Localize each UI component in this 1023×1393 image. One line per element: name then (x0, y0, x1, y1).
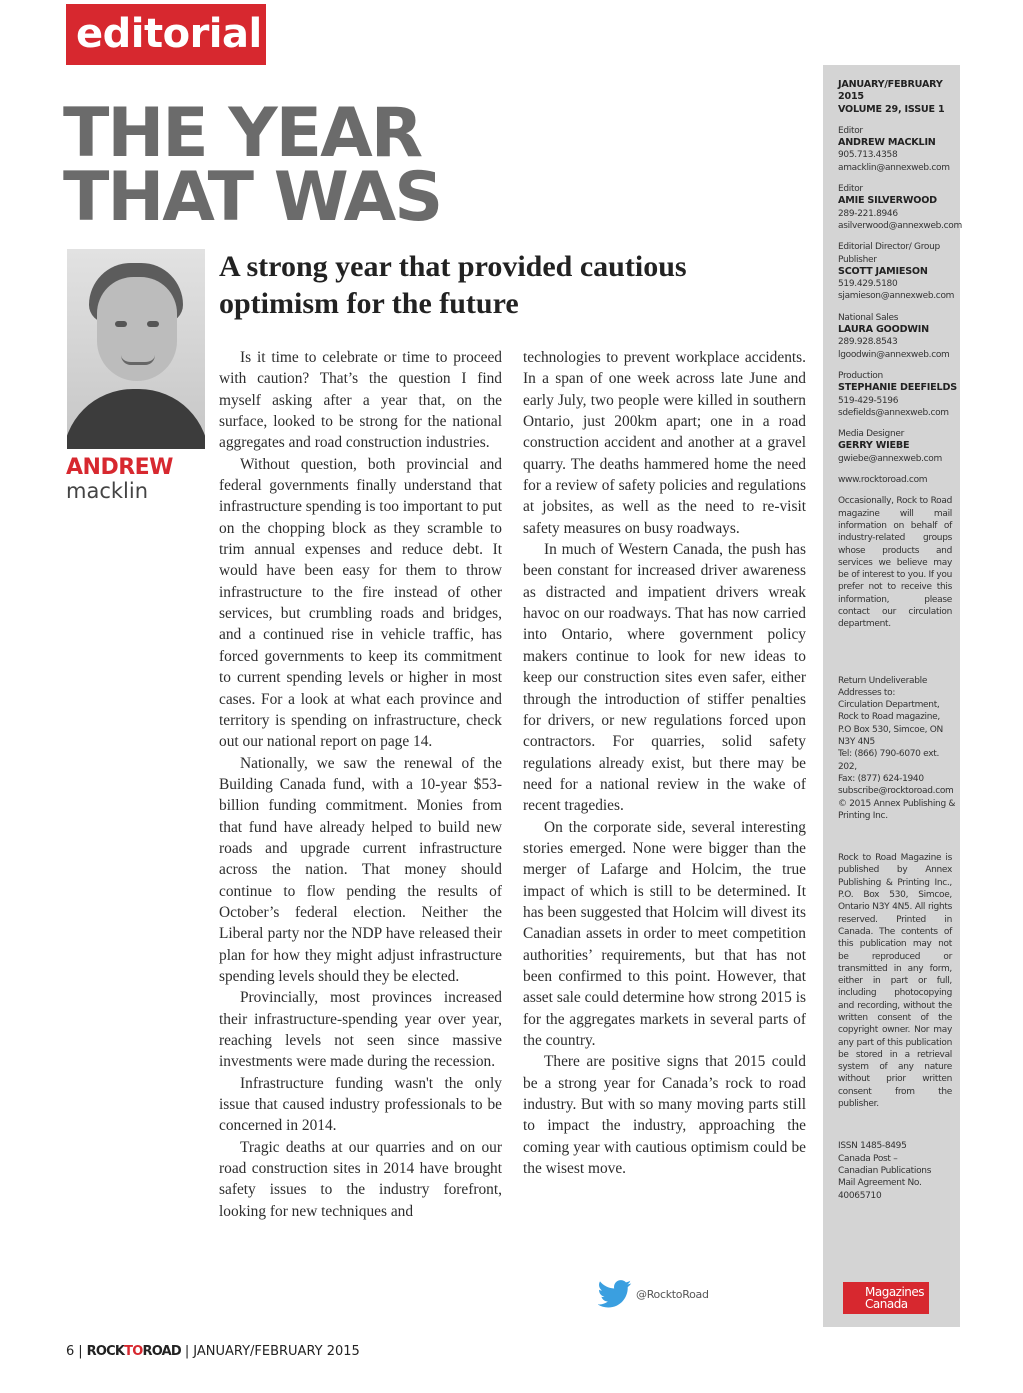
article-column-1 (219, 347, 502, 1222)
info-line: Fax: (877) 624-1940 (838, 773, 924, 784)
headline (63, 94, 783, 237)
staff-name: STEPHANIE DEEFIELDS (838, 382, 957, 394)
staff-list (838, 125, 960, 465)
article-paragraph: Without question, both provincial and federal governments finally understand that infrastructure spending is too important to put on the chopping block as they scramble to trim annual expenses and reduce debt. It would have been easy for them to throw infrastructure to the fire instead of other services, but crumbling roads and bridges, and a continued rise in vehicle traffic, has forced governments to keep its commitment to current spending levels or higher in most cases. For a look at what each province and territory is spending on infrastructure, check out our national report on page 14. (219, 455, 502, 751)
page-number: 6 (66, 1344, 75, 1359)
staff-role: Production (838, 370, 883, 381)
article-paragraph: Nationally, we saw the renewal of the Building Canada fund, with a 10-year $53-billion funding commitment. Monies from that fund have already helped to build new roads and upgrade current infrastructure across the nation. That money should continue to flow pending the results of October’s federal election. Neither the Liberal party nor the NDP have released their plan for how they might adjust infrastructure spending levels should they be elected. (219, 754, 502, 985)
article-paragraph: Infrastructure funding wasn't the only issue that caused industry professionals to be concerned in 2014. (219, 1074, 502, 1135)
staff-role: Editor (838, 184, 863, 195)
publication-logo-part-2: TO (124, 1344, 143, 1359)
staff-role: Editorial Director/ Group Publisher (838, 242, 940, 265)
staff-phone: 289-221.8946 (838, 208, 898, 219)
staff-name: AMIE SILVERWOOD (838, 195, 937, 207)
headline-line-1: THE YEAR (63, 94, 422, 173)
magazines-canada-logo: Magazines Canada (843, 1282, 929, 1314)
postal-info (838, 1140, 960, 1201)
footer-date: JANUARY/FEBRUARY 2015 (193, 1344, 360, 1359)
article-column-2 (523, 347, 806, 1179)
staff-role: Editor (838, 125, 863, 136)
return-address (838, 675, 960, 823)
info-line: Tel: (866) 790-6070 ext. 202, (838, 749, 940, 772)
staff-entry (838, 241, 960, 302)
info-line: Printing Inc. (838, 810, 888, 821)
staff-email[interactable]: sjamieson@annexweb.com (838, 291, 955, 302)
info-line: Canada Post – (838, 1153, 898, 1164)
twitter-handle[interactable] (598, 1278, 709, 1310)
info-line: Addresses to: (838, 687, 896, 698)
publication-logo-part-3: ROAD (142, 1344, 181, 1359)
staff-email[interactable]: gwiebe@annexweb.com (838, 453, 942, 464)
article-paragraph: Provincially, most provinces increased their infrastructure-spending year over year, reaching levels not seen since massive investments were made during the recession. (219, 989, 502, 1071)
staff-entry (838, 428, 960, 465)
publication-logo (87, 1344, 181, 1359)
info-line: Circulation Department, (838, 700, 940, 711)
info-line: Return Undeliverable (838, 675, 928, 686)
article-paragraph: technologies to prevent workplace accidents. In a span of one week across late June and early July, two people were killed in southern Ontario, just 200km apart; one in a road construction accident and another at a gravel quarry. The deaths hammered home the need for a review of safety policies and regulations at jobsites, as well as the need to re-visit safety measures on busy roadways. (523, 349, 806, 537)
article-paragraph: There are positive signs that 2015 could be a strong year for Canada’s rock to road industry. But with so many moving parts still to impact the industry, approaching the coming year with cautious optimism could be the wisest move. (523, 1053, 806, 1178)
info-line: Mail Agreement No. 40065710 (838, 1178, 922, 1201)
twitter-handle-text: @RocktoRoad (636, 1287, 709, 1301)
article-paragraph: In much of Western Canada, the push has been constant for increased driver awareness as distracted and impatient drivers wreak havoc on our roadways. That has now carried into Ontario, where government policy makers continue to look for new ideas to keep our construction sites even safer, either through the introduction of stiffer penalties for drivers, or new regulations forced upon contractors. For quarries, solid safety regulations already exist, but there may be need for a national review in the wake of recent tragedies. (523, 541, 806, 815)
issue-date: JANUARY/FEBRUARY 2015 (838, 79, 943, 103)
mailing-notice: Occasionally, Rock to Road magazine will mail information on behalf of industry-related groups whose products and services we believe may be of interest to you. If you prefer not to receive this information, please contact our circulation department. (838, 496, 952, 630)
info-line: P.O Box 530, Simcoe, ON (838, 724, 943, 735)
author-first-name: ANDREW (66, 455, 173, 480)
staff-name: ANDREW MACKLIN (838, 137, 936, 149)
staff-email[interactable]: sdefields@annexweb.com (838, 407, 949, 418)
info-line: subscribe@rocktoroad.com (838, 786, 954, 797)
staff-phone: 519-429-5196 (838, 395, 899, 406)
info-line: Canadian Publications (838, 1165, 932, 1176)
staff-role: National Sales (838, 312, 899, 323)
staff-entry (838, 370, 960, 419)
staff-phone: 289.928.8543 (838, 337, 898, 348)
info-line: ISSN 1485-8495 (838, 1141, 907, 1152)
staff-entry (838, 183, 960, 232)
publication-logo-part-1: ROCK (86, 1344, 125, 1359)
website-link[interactable]: www.rocktoroad.com (838, 475, 928, 486)
article-paragraph: On the corporate side, several interesting stories emerged. None were bigger than the merger of Lafarge and Holcim, the true impact of which is still to be determined. It has been suggested that Holcim will divest its Canadian assets in order to meet competition authorities’ requirements, but that has not been confirmed to this point. However, that asset sale could determine how strong 2015 is for the aggregates markets in several parts of the country. (523, 818, 806, 1049)
info-line: Rock to Road magazine, (838, 712, 940, 723)
page-footer: 6 | ROCKTOROAD | JANUARY/FEBRUARY 2015 (66, 1344, 360, 1359)
staff-email[interactable]: lgoodwin@annexweb.com (838, 349, 950, 360)
author-photo (67, 249, 205, 449)
legal-notice: Rock to Road Magazine is published by Annex Publishing & Printing Inc., P.O. Box 530, Simcoe, Ontario N3Y 4N5. All rights reserved. Printed in Canada. The contents of this publication may not be reproduced or transmitted in any form, either in part or full, including photocopying and recording, without the written consent of the copyright owner. Nor may any part of this publication be stored in a retrieval system of any nature without prior written consent from the publisher. (838, 853, 952, 1110)
staff-name: GERRY WIEBE (838, 440, 910, 452)
issue-volume: VOLUME 29, ISSUE 1 (838, 103, 945, 115)
twitter-bird-icon (598, 1280, 632, 1308)
section-tag: editorial (66, 4, 266, 65)
info-line: N3Y 4N5 (838, 737, 875, 748)
author-last-name: macklin (66, 479, 149, 503)
staff-entry (838, 312, 960, 361)
staff-phone: 905.713.4358 (838, 150, 898, 161)
subhead: A strong year that provided cautious optimism for the future (219, 250, 687, 320)
staff-phone: 519.429.5180 (838, 279, 898, 290)
article-paragraph: Tragic deaths at our quarries and on our road construction sites in 2014 have brought safety issues to the industry forefront, looking for new techniques and (219, 1138, 502, 1220)
staff-email[interactable]: asilverwood@annexweb.com (838, 220, 962, 231)
staff-role: Media Designer (838, 429, 905, 440)
article-paragraph: Is it time to celebrate or time to proceed with caution? That’s the question I find myself asking after a year that, on the surface, looked to be strong for the national aggregates and road construction industries. (219, 349, 502, 452)
staff-name: SCOTT JAMIESON (838, 265, 928, 277)
staff-email[interactable]: amacklin@annexweb.com (838, 162, 950, 173)
staff-name: LAURA GOODWIN (838, 324, 929, 336)
staff-entry (838, 125, 960, 174)
masthead-sidebar (823, 65, 960, 1327)
info-line: © 2015 Annex Publishing & (838, 798, 956, 809)
headline-line-2: THAT WAS (63, 158, 442, 237)
